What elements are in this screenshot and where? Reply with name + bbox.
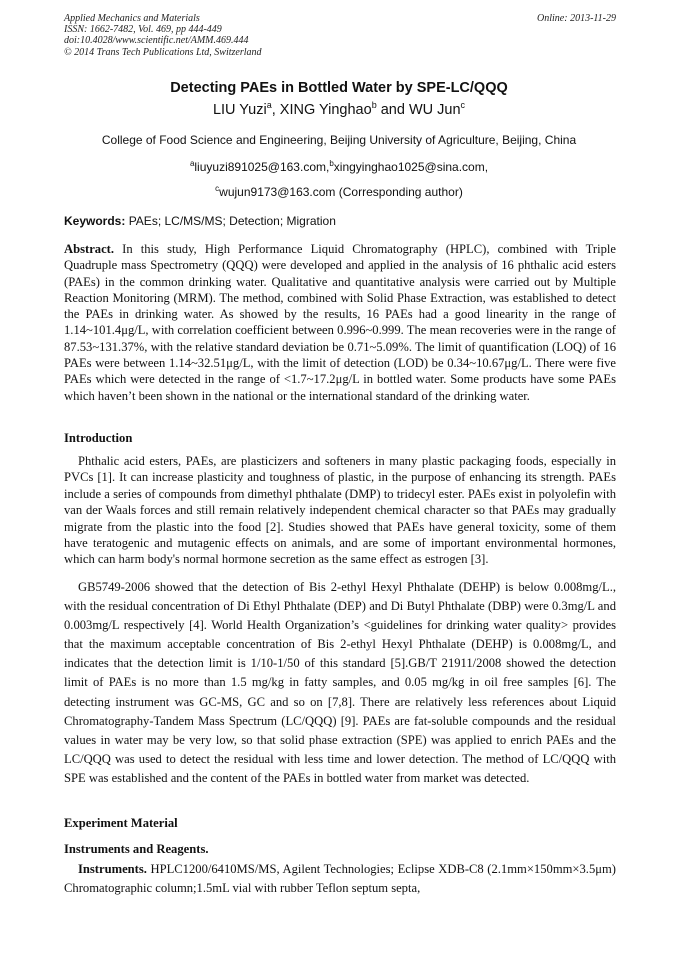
experiment-heading: Experiment Material	[64, 816, 178, 830]
abstract	[64, 241, 616, 404]
author-separator: ,	[271, 102, 280, 118]
instruments-label: Instruments.	[78, 862, 147, 876]
author-name: LIU Yuzi	[212, 102, 267, 118]
email-a: liuyuzi891025@163.com,	[194, 160, 330, 174]
email-b: xingyinghao1025@sina.com,	[333, 160, 489, 174]
affiliation: College of Food Science and Engineering, Beijing University of Agriculture, Beijing, China	[101, 133, 577, 147]
journal-name: Applied Mechanics and Materials	[64, 13, 200, 24]
author-name: WU Jun	[408, 102, 461, 118]
author-superscript: c	[460, 100, 466, 110]
author-name: XING Yinghao	[279, 102, 372, 118]
email-c: wujun9173@163.com (Corresponding author)	[219, 185, 463, 199]
abstract-text: In this study, High Performance Liquid Chromatography (HPLC), combined with Triple Quadruple mass Spectrometry (QQQ) were developed and applied in the analysis of 16 phthalic acid esters (PAEs) in the common drinking water. Qualitative and quantitative analysis were carried out by Multiple Reaction Monitoring (MRM). The method, combined with Solid Phase Extraction, was established to detect the PAEs in drinking water. As showed by the results, 16 PAEs had a good linearity in the range of 1.14~101.4μg/L, with correlation coefficient between 0.996~0.999. The mean recoveries were in the range of 87.53~131.37%, with the relative standard deviation be 0.71~5.09%. The limit of quantification (LOQ) of 16 PAEs were between 1.14~32.51μg/L, with the limit of detection (LOD) be 0.34~10.67μg/L. There were five PAEs which were detected in the range of <1.7~17.2μg/L in bottled water. Some products have some PAEs which haven’t been shown in the national or the international standard of the drinking water.	[64, 242, 616, 403]
author-list	[0, 102, 678, 118]
keywords-label: Keywords:	[64, 214, 126, 228]
email-superscript: a	[189, 159, 195, 168]
keywords-text: PAEs; LC/MS/MS; Detection; Migration	[125, 214, 336, 228]
email-superscript: c	[215, 184, 220, 193]
introduction-paragraph-2: GB5749-2006 showed that the detection of Bis 2-ethyl Hexyl Phthalate (DEHP) is below 0.008mg/L., with the residual concentration of Di Ethyl Phthalate (DEP) and Di Butyl Phthalate (DBP) were 0.3mg/L and 0.003mg/L respectively [4]. World Health Organization’s <guidelines for drinking water quality> provides that the maximum acceptable concentration of Bis 2-ethyl Hexyl Phthalate (DEHP) is 0.008mg/L, and indicates that the detection limit is 1/10-1/50 of this standard [5].GB/T 21911/2008 showed the detection limit of PAEs is no more than 1.5 mg/kg in fatty samples, and 0.05 mg/kg in oil free samples [6]. The detecting instrument was GC-MS, GC and so on [7,8]. There are relatively less references about Liquid Chromatography-Tandem Mass Spectrum (LC/QQQ) [9]. PAEs are fat-soluble compounds and the residual values in water may be very low, so that solid phase extraction (SPE) was applied to enrich PAEs and the LC/QQQ was used to detect the residual with less time and lower detection. The method of LC/QQQ with SPE was established and the content of the PAEs in bottled water from market was detected.	[64, 580, 616, 785]
author-superscript: b	[371, 100, 377, 110]
instruments-subheading: Instruments and Reagents.	[64, 842, 209, 856]
online-date: Online: 2013-11-29	[537, 13, 616, 24]
author-separator: and	[376, 102, 409, 118]
email-superscript: b	[329, 159, 334, 168]
copyright-line: © 2014 Trans Tech Publications Ltd, Switzerland	[64, 46, 262, 58]
issn-line: ISSN: 1662-7482, Vol. 469, pp 444-449	[64, 24, 222, 36]
instruments-paragraph	[64, 860, 616, 898]
author-emails	[0, 160, 678, 174]
corresponding-email	[0, 185, 678, 199]
publication-header	[64, 13, 616, 58]
instruments-text: HPLC1200/6410MS/MS, Agilent Technologies; Eclipse XDB-C8 (2.1mm×150mm×3.5μm) Chromatographic column;1.5mL vial with rubber Teflon septum septa,	[64, 862, 616, 895]
keywords	[64, 214, 336, 228]
introduction-heading: Introduction	[64, 431, 133, 445]
abstract-label: Abstract.	[64, 242, 115, 256]
paper-title: Detecting PAEs in Bottled Water by SPE-LC/QQQ	[170, 80, 508, 96]
author-superscript: a	[266, 100, 272, 110]
introduction-paragraph-1: Phthalic acid esters, PAEs, are plasticizers and softeners in many plastic packaging foods, especially in PVCs [1]. It can increase plasticity and toughness of plastic, in the purpose of enhancing its strength. PAEs include a series of compounds from dimethyl phthalate (DMP) to tridecyl ester. PAEs exist in polyolefin with van der Waals forces and still remain relatively independent chemical character so that PAEs may gradually migrate from the plastic into the food [2]. Studies showed that PAEs have general toxicity, some of them have teratogenic and mutagenic effects on animals, and are some of important environmental hormones, which can harm body's normal hormone secretion as the same effect as estrogen [3].	[64, 454, 616, 567]
doi-line: doi:10.4028/www.scientific.net/AMM.469.444	[64, 35, 249, 47]
